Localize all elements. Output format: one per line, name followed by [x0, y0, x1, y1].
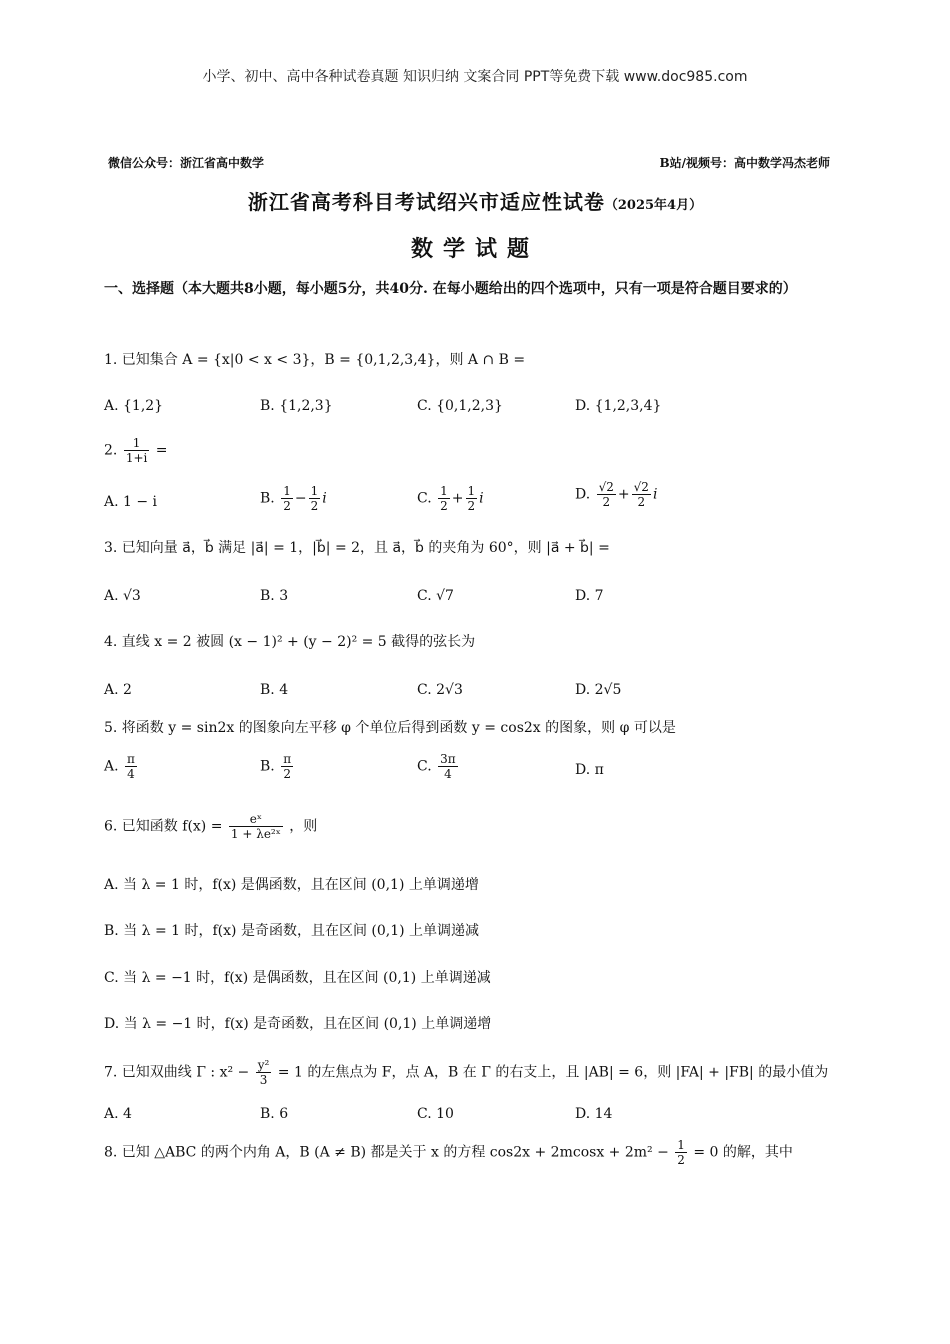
- question-6-suffix: ，则: [289, 818, 318, 835]
- fraction-numerator: 1: [283, 484, 291, 498]
- question-2-stem: [104, 436, 168, 465]
- question-7-prefix: 7. 已知双曲线 Γ : x² −: [104, 1064, 250, 1081]
- imaginary-unit: i: [322, 490, 327, 507]
- question-1-option-a: A. {1,2}: [104, 398, 164, 414]
- question-3-option-b: B. 3: [260, 588, 289, 604]
- operator: +: [451, 490, 464, 507]
- exam-subtitle: 数学试题: [410, 236, 539, 262]
- question-3-stem: 3. 已知向量 a⃗，b⃗ 满足 |a⃗| = 1，|b⃗| = 2，且 a⃗，b⃗ 的夹角为 60°，则 |a⃗ + b⃗| =: [104, 540, 610, 556]
- fraction-denominator: 3: [259, 1073, 268, 1087]
- fraction-denominator: 4: [127, 767, 135, 781]
- question-2-fraction: [124, 436, 150, 465]
- fraction: [438, 484, 450, 513]
- question-7-stem: [104, 1058, 828, 1087]
- question-4-option-b: B. 4: [260, 682, 289, 698]
- imaginary-unit: i: [479, 490, 484, 507]
- question-4-option-c: C. 2√3: [417, 682, 463, 698]
- fraction-denominator: 2: [602, 495, 611, 509]
- fraction-numerator: 1: [310, 484, 319, 498]
- question-1-option-d: D. {1,2,3,4}: [575, 398, 662, 414]
- fraction-numerator: 3π: [440, 752, 456, 766]
- question-7-option-d: D. 14: [575, 1106, 613, 1122]
- fraction-denominator: 1 + λe²ˣ: [230, 827, 281, 841]
- question-4-stem: 4. 直线 x = 2 被圆 (x − 1)² + (y − 2)² = 5 截得的弦长为: [104, 634, 476, 650]
- question-8-suffix: = 0 的解，其中: [693, 1144, 793, 1161]
- fraction-numerator: π: [283, 752, 292, 766]
- question-6-prefix: 6. 已知函数 f(x) =: [104, 818, 223, 835]
- fraction: [597, 480, 616, 509]
- exam-title: [0, 186, 950, 215]
- question-8-prefix: 8. 已知 △ABC 的两个内角 A，B (A ≠ B) 都是关于 x 的方程 cos2x + 2mcosx + 2m² −: [104, 1144, 669, 1161]
- question-6-option-d: D. 当 λ = −1 时，f(x) 是奇函数，且在区间 (0,1) 上单调递增: [104, 1016, 492, 1032]
- fraction-numerator: 1: [124, 436, 150, 451]
- fraction-denominator: 4: [444, 767, 452, 781]
- question-4-option-d: D. 2√5: [575, 682, 622, 698]
- fraction-denominator: 2: [283, 499, 291, 513]
- question-6-stem: [104, 812, 317, 841]
- question-3-option-c: C. √7: [417, 588, 454, 604]
- question-7-suffix: = 1 的左焦点为 F，点 A，B 在 Γ 的右支上，且 |AB| = 6，则 |FA| + |FB| 的最小值为: [277, 1064, 829, 1081]
- question-6-option-a: A. 当 λ = 1 时，f(x) 是偶函数，且在区间 (0,1) 上单调递增: [104, 877, 479, 893]
- fraction-denominator: 2: [637, 495, 646, 509]
- question-1-option-c: C. {0,1,2,3}: [417, 398, 503, 414]
- fraction-numerator: 1: [677, 1138, 685, 1152]
- fraction-denominator: 2: [310, 499, 319, 513]
- operator: +: [617, 486, 630, 503]
- question-2-option-c: [417, 484, 484, 513]
- fraction: [632, 480, 651, 509]
- question-2-option-d: [575, 480, 657, 509]
- option-label: B.: [260, 758, 275, 775]
- exam-title-text: 浙江省高考科目考试绍兴市适应性试卷: [247, 190, 605, 214]
- imaginary-unit: i: [652, 486, 658, 503]
- question-8-fraction: [675, 1138, 687, 1167]
- question-6-fraction: [229, 812, 283, 841]
- question-2-option-b: [260, 484, 327, 513]
- option-label: D.: [575, 486, 591, 503]
- fraction-denominator: 2: [677, 1153, 685, 1167]
- question-3-option-a: A. √3: [104, 588, 141, 604]
- fraction: [438, 752, 458, 781]
- question-1-option-b: B. {1,2,3}: [260, 398, 333, 414]
- question-6-option-c: C. 当 λ = −1 时，f(x) 是偶函数，且在区间 (0,1) 上单调递减: [104, 970, 491, 986]
- question-3-option-d: D. 7: [575, 588, 604, 604]
- question-7-fraction: [256, 1058, 272, 1087]
- wechat-account: 微信公众号：浙江省高中数学: [108, 156, 265, 170]
- question-1-stem: 1. 已知集合 A = {x|0 < x < 3}，B = {0,1,2,3,4}，则 A ∩ B =: [104, 352, 526, 368]
- question-5-option-d: D. π: [575, 762, 604, 778]
- section-heading: 一、选择题（本大题共8小题，每小题5分，共40分. 在每小题给出的四个选项中，只有一项是符合题目要求的）: [104, 281, 797, 297]
- fraction-denominator: 2: [440, 499, 448, 513]
- fraction-numerator: 1: [440, 484, 448, 498]
- fraction-numerator: eˣ: [229, 812, 283, 827]
- fraction-denominator: 1+i: [125, 451, 148, 465]
- question-7-option-b: B. 6: [260, 1106, 289, 1122]
- top-banner: 小学、初中、高中各种试卷真题 知识归纳 文案合同 PPT等免费下载 www.doc985.com: [202, 69, 748, 85]
- operator: −: [294, 490, 307, 507]
- bilibili-account: B站/视频号：高中数学冯杰老师: [659, 156, 830, 170]
- fraction: [466, 484, 478, 513]
- option-label: A.: [104, 758, 119, 775]
- fraction-numerator: 1: [467, 484, 476, 498]
- fraction-denominator: 2: [283, 767, 291, 781]
- fraction: [125, 752, 137, 781]
- question-2-number: 2.: [104, 442, 118, 459]
- option-label: C.: [417, 758, 432, 775]
- question-4-option-a: A. 2: [104, 682, 132, 698]
- question-5-option-c: [417, 752, 460, 781]
- fraction: [309, 484, 321, 513]
- fraction-numerator: π: [127, 752, 135, 766]
- question-2-option-a: A. 1 − i: [104, 494, 158, 510]
- question-5-stem: 5. 将函数 y = sin2x 的图象向左平移 φ 个单位后得到函数 y = cos2x 的图象，则 φ 可以是: [104, 720, 676, 736]
- fraction: [281, 484, 293, 513]
- question-6-option-b: B. 当 λ = 1 时，f(x) 是奇函数，且在区间 (0,1) 上单调递减: [104, 923, 480, 939]
- fraction-numerator: y²: [257, 1058, 270, 1072]
- question-5-option-a: [104, 752, 139, 781]
- fraction-numerator: √2: [633, 480, 649, 494]
- question-7-option-a: A. 4: [104, 1106, 132, 1122]
- question-5-option-b: [260, 752, 295, 781]
- question-2-equals: =: [155, 442, 168, 459]
- option-label: B.: [260, 490, 275, 507]
- question-8-stem: [104, 1138, 793, 1167]
- fraction-numerator: √2: [598, 480, 614, 494]
- fraction-denominator: 2: [467, 499, 476, 513]
- option-label: C.: [417, 490, 432, 507]
- exam-date: （2025年4月）: [604, 198, 703, 213]
- question-7-option-c: C. 10: [417, 1106, 454, 1122]
- fraction: [281, 752, 293, 781]
